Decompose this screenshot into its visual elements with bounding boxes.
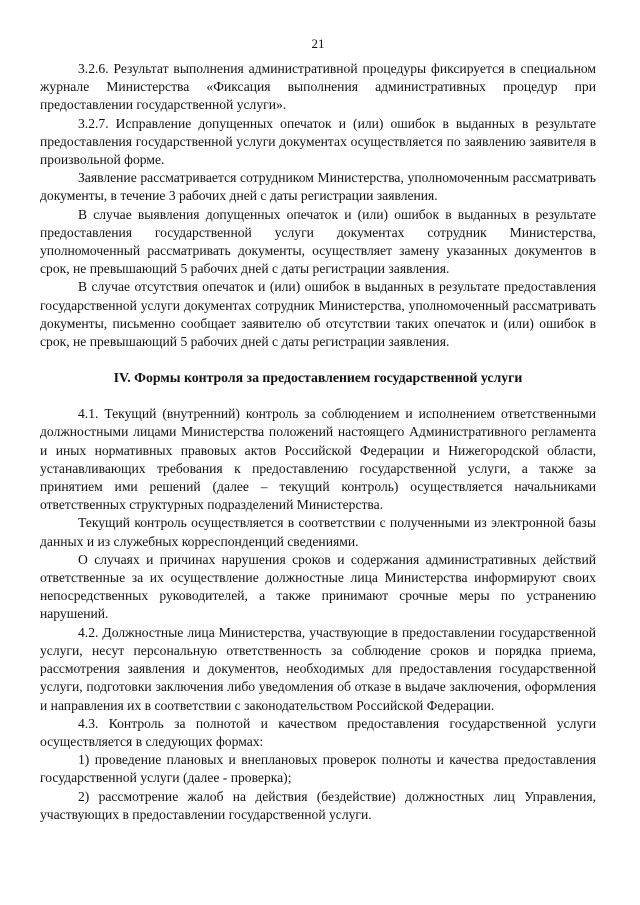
paragraph-current-control: Текущий контроль осуществляется в соответствии с полученными из электронной базы данных и из служебных корреспонденций сведениями. xyxy=(40,515,596,549)
paragraph-review-term: Заявление рассматривается сотрудником Министерства, уполномоченным рассматривать документы, в течение 3 рабочих дней с даты регистрации заявления. xyxy=(40,170,596,204)
paragraph-4-1: 4.1. Текущий (внутренний) контроль за соблюдением и исполнением ответственными должностными лицами Министерства положений настоящего Административного регламента и иных нормативных правовых актов Российской Федерации и Нижегородской области, устанавливающих требования к предоставлению государственной услуги, а также за принятием ими решений (далее – текущий контроль) осуществляется начальниками ответственных структурных подразделений Министерства. xyxy=(40,406,596,513)
paragraph-3-2-6: 3.2.6. Результат выполнения административной процедуры фиксируется в специальном журнале Министерства «Фиксация выполнения административных процедур при предоставлении государственной услуги». xyxy=(40,61,596,113)
section-heading: IV. Формы контроля за предоставлением государственной услуги xyxy=(113,370,523,386)
paragraph-4-3: 4.3. Контроль за полнотой и качеством предоставления государственной услуги осуществляется в следующих формах: xyxy=(40,715,596,749)
paragraph-4-2: 4.2. Должностные лица Министерства, участвующие в предоставлении государственной услуги, несут персональную ответственность за соблюдение сроков и порядка приема, рассмотрения заявления и документов, необходимых для предоставления государственной услуги, подготовки заключения либо уведомления об отказе в выдаче заключения, оформления и направления их в соответствии с законодательством Российской Федерации. xyxy=(40,624,596,713)
paragraph-3-2-7: 3.2.7. Исправление допущенных опечаток и (или) ошибок в выданных в результате предоставления государственной услуги документах осуществляется по заявлению заявителя в произвольной форме. xyxy=(40,115,596,168)
list-item-1: 1) проведение плановых и внеплановых проверок полноты и качества предоставления государственной услуги (далее - проверка); xyxy=(40,752,596,786)
page-number: 21 xyxy=(311,36,325,51)
paragraph-violations: О случаях и причинах нарушения сроков и содержания административных действий ответственные за их осуществление должностные лица Министерства информируют своих непосредственных руководителей, а также принимают срочные меры по устранению нарушений. xyxy=(40,551,596,622)
paragraph-no-errors: В случае отсутствия опечаток и (или) ошибок в выданных в результате предоставления государственной услуги документах сотрудник Министерства, уполномоченный рассматривать документы, письменно сообщает заявителю об отсутствии таких опечаток и (или) ошибок в срок, не превышающий 5 рабочих дней с даты регистрации заявления. xyxy=(40,279,596,350)
paragraph-errors-found: В случае выявления допущенных опечаток и (или) ошибок в выданных в результате предоставления государственной услуги документах сотрудник Министерства, уполномоченный рассматривать документы, осуществляет замену указанных документов в срок, не превышающий 5 рабочих дней с даты регистрации заявления. xyxy=(40,206,596,277)
list-item-2: 2) рассмотрение жалоб на действия (бездействие) должностных лиц Управления, участвующих в предоставлении государственной услуги. xyxy=(40,788,596,822)
